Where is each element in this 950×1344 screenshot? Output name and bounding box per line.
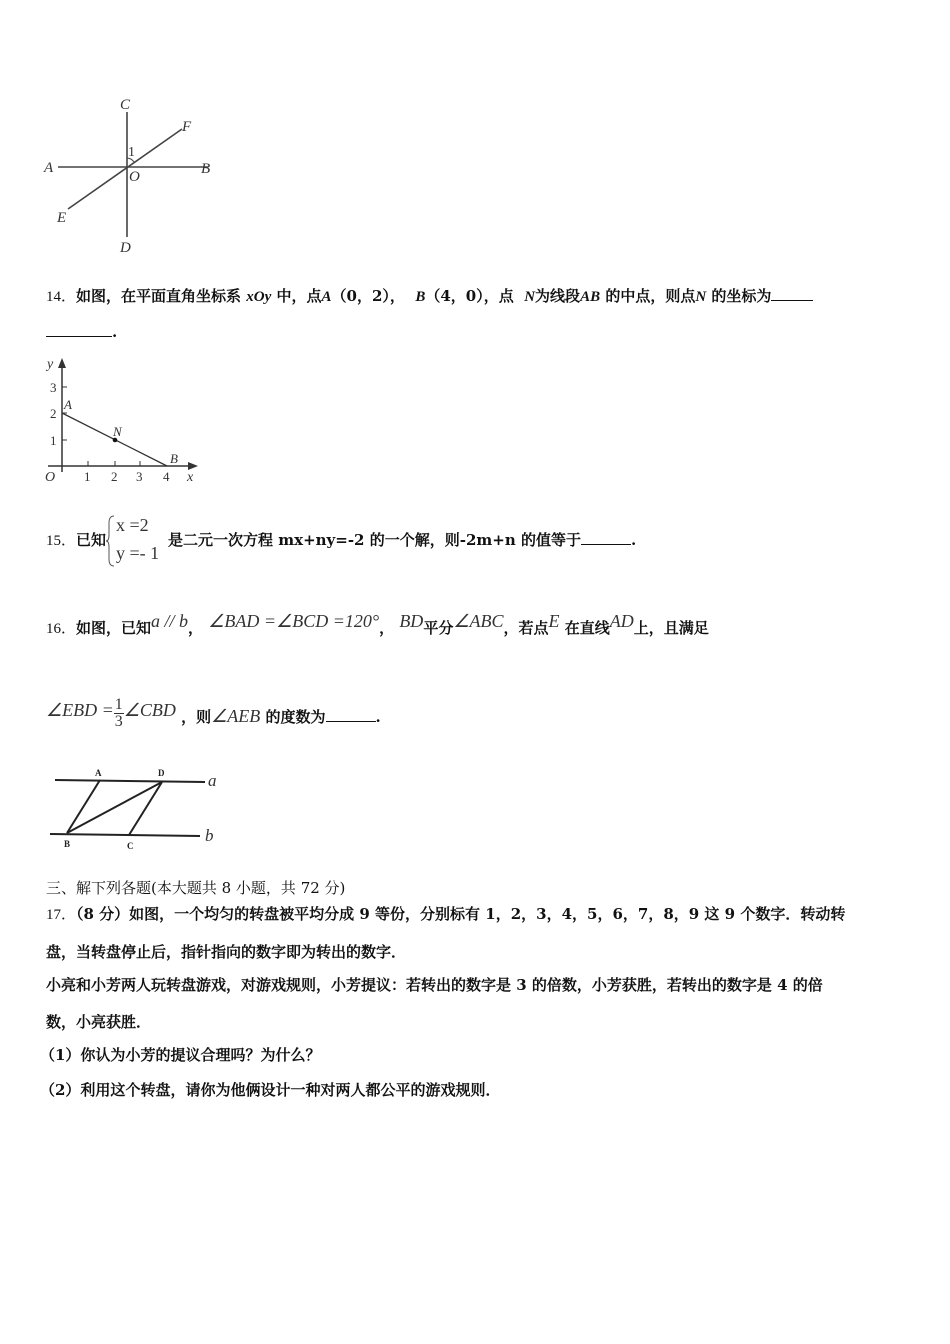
answer-blank[interactable]	[771, 286, 813, 301]
y-tick-1: 1	[50, 433, 57, 448]
fraction-one-third: $\frac{1}{3}$	[114, 696, 123, 730]
question-14: 14．如图，在平面直角坐标系 xOy 中，点A（0，2）， B（4，0），点 N为线段AB 的中点，则点N 的坐标为	[46, 286, 813, 307]
label-a: a	[208, 771, 217, 790]
section-heading: 三、解下列各题(本大题共 8 小题，共 72 分)	[46, 879, 346, 897]
equation-system	[106, 513, 168, 569]
x-axis-label: x	[187, 470, 194, 485]
label-D: D	[120, 240, 131, 256]
question-16: 16．如图，已知a // b， ∠BAD =∠BCD =120°， BD平分∠ABC，若点E 在直线AD上，且满足	[46, 611, 709, 637]
label-C: C	[127, 841, 134, 851]
label-N: N	[113, 424, 122, 439]
y-tick-2: 2	[50, 406, 57, 421]
question-number: 17．	[46, 907, 77, 923]
answer-blank[interactable]	[581, 530, 631, 545]
label-A: A	[44, 160, 54, 176]
label-B: B	[201, 161, 211, 177]
figure-parallel-lines	[45, 762, 230, 857]
label-b: b	[205, 826, 214, 845]
question-17-line4: 数，小亮获胜．	[46, 1013, 152, 1031]
y-axis-label: y	[47, 357, 54, 372]
label-F: F	[182, 119, 192, 135]
y-tick-3: 3	[50, 380, 57, 395]
question-number: 15．	[46, 533, 77, 549]
question-17-line1: 17．（8 分）如图，一个均匀的转盘被平均分成 9 等份，分别标有 1，2，3，4，5，6，7，8，9 这 9 个数字．转动转	[46, 905, 846, 923]
x-tick-4: 4	[163, 469, 170, 484]
question-17-line2: 盘，当转盘停止后，指针指向的数字即为转出的数字．	[46, 943, 407, 961]
question-17-sub2: （2）利用这个转盘，请你为他俩设计一种对两人都公平的游戏规则．	[40, 1081, 501, 1099]
question-16-line2: ∠EBD = $\frac{1}{3}$ ∠CBD ，则∠AEB 的度数为 .	[46, 696, 381, 730]
answer-blank-continued[interactable]	[46, 322, 112, 337]
x-tick-1: 1	[84, 469, 91, 484]
label-A: A	[95, 768, 102, 778]
label-B: B	[64, 839, 71, 849]
x-tick-3: 3	[136, 469, 143, 484]
answer-blank[interactable]	[326, 707, 376, 722]
label-E: E	[57, 210, 67, 226]
label-C: C	[120, 97, 131, 113]
label-B: B	[170, 451, 178, 466]
question-number: 16．	[46, 621, 77, 637]
question-14-line2: .	[46, 322, 117, 342]
question-17-sub1: （1）你认为小芳的提议合理吗？为什么？	[40, 1046, 321, 1064]
question-17-line3: 小亮和小芳两人玩转盘游戏，对游戏规则，小芳提议：若转出的数字是 3 的倍数，小芳获胜，若转出的数字是 4 的倍	[46, 976, 823, 994]
question-15: 15．已知 x =2 y =- 1 是二元一次方程 mx+ny=-2 的一个解，则-2m+n 的值等于 .	[46, 512, 636, 569]
question-number: 14．	[46, 289, 77, 305]
label-A: A	[64, 397, 72, 412]
label-angle-1: 1	[128, 145, 135, 160]
label-O: O	[129, 169, 140, 185]
figure-intersecting-lines	[40, 92, 230, 257]
label-D: D	[158, 768, 165, 778]
x-tick-2: 2	[111, 469, 118, 484]
figure-coordinate-plane	[40, 352, 210, 487]
equation-y: y =- 1	[116, 543, 160, 563]
origin-label: O	[45, 470, 56, 485]
equation-x: x =2	[116, 515, 149, 535]
